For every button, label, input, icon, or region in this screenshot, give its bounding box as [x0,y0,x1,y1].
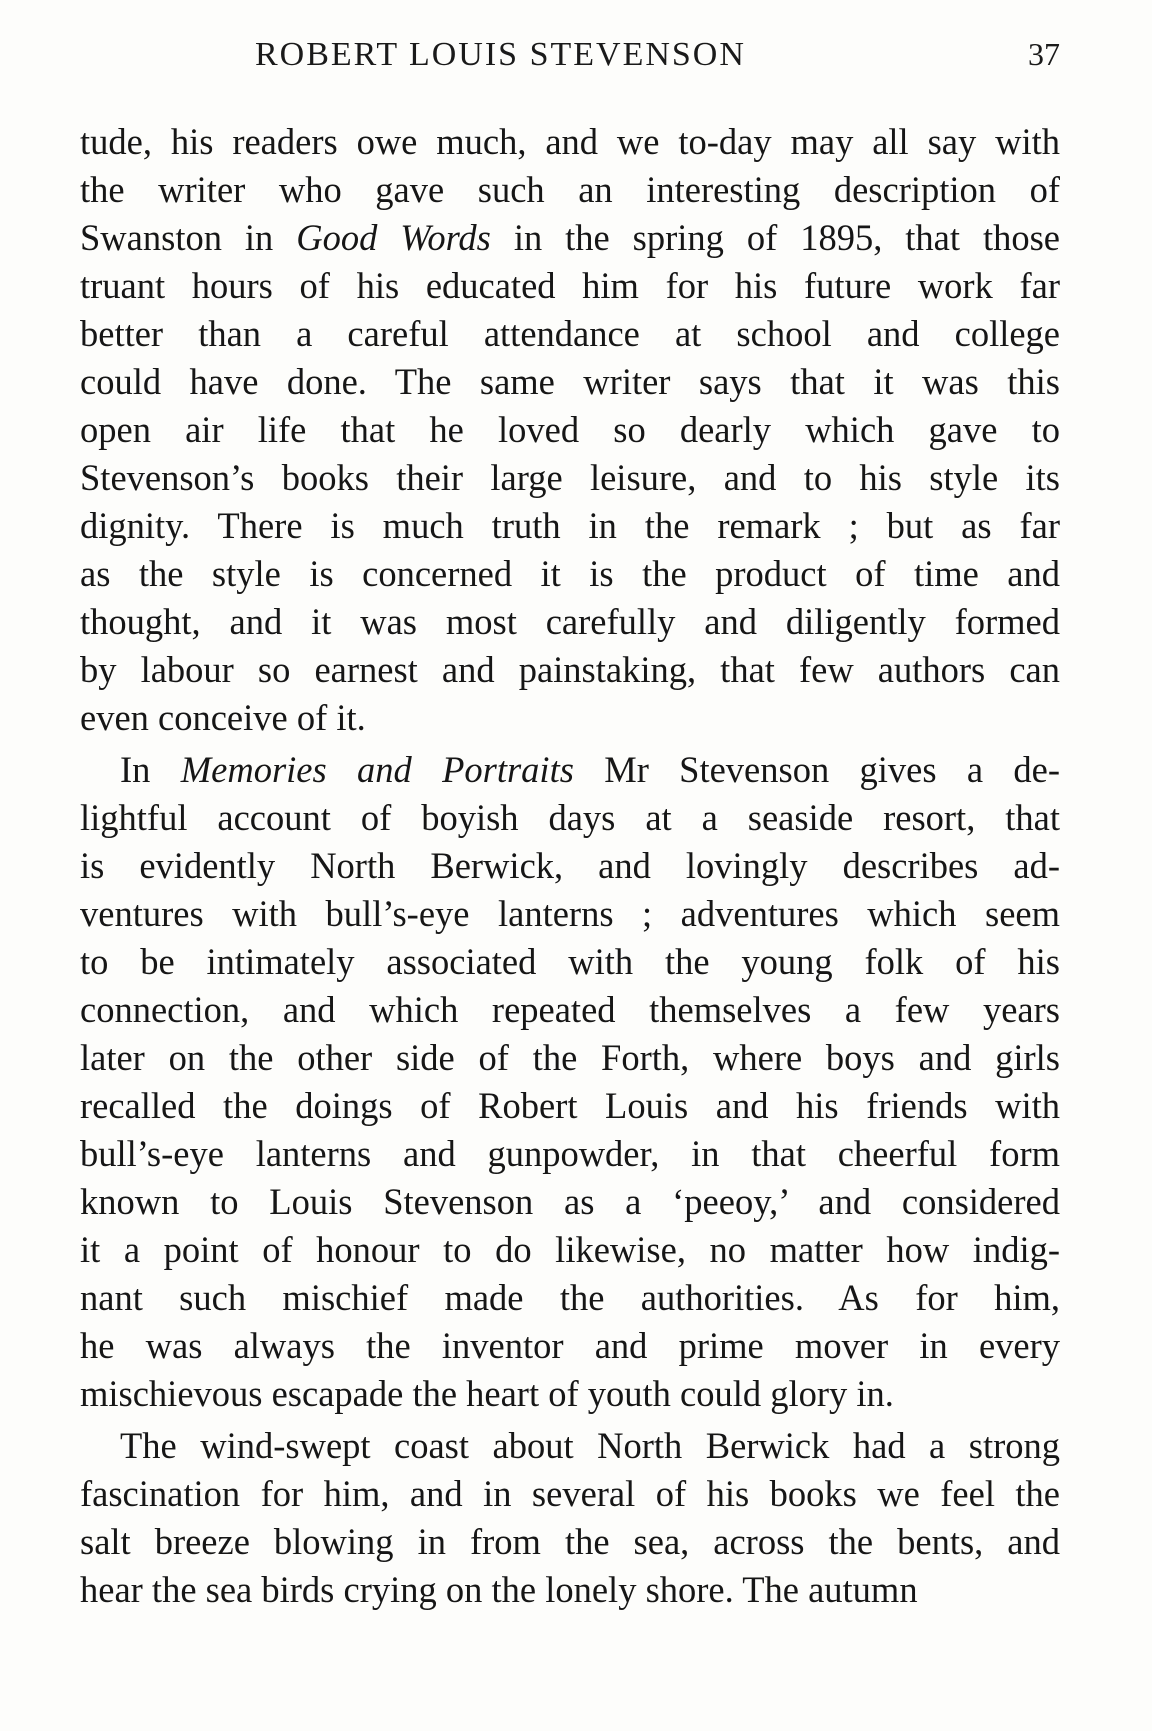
italic-title: Good Words [296,217,491,258]
text-line [80,1518,1060,1566]
running-head [80,36,1060,86]
text-run: recalled the doings of Robert Louis and his friends with [80,1085,1060,1126]
text-run: fascination for him, and in several of his books we feel the [80,1473,1060,1514]
text-run: open air life that he loved so dearly which gave to [80,409,1060,450]
text-line [80,502,1060,550]
text-run: In [120,749,181,790]
text-line [80,1322,1060,1370]
text-line [80,1370,1060,1418]
page-number: 37 [1028,36,1060,72]
text-run: bull’s-eye lanterns and gunpowder, in that cheerful form [80,1133,1060,1174]
paragraph [80,746,1060,1418]
text-line [80,694,1060,742]
text-run: is evidently North Berwick, and lovingly describes ad- [80,845,1060,886]
text-run: the writer who gave such an interesting description of [80,169,1060,210]
text-run: he was always the inventor and prime mover in every [80,1325,1060,1366]
text-run: it a point of honour to do likewise, no matter how indig- [80,1229,1060,1270]
text-run: hear the sea birds crying on the lonely shore. The autumn [80,1569,918,1610]
text-run: Stevenson’s books their large leisure, and to his style its [80,457,1060,498]
text-line [80,646,1060,694]
text-run: ventures with bull’s-eye lanterns ; adventures which seem [80,893,1060,934]
text-line [80,1566,1060,1614]
text-run: as the style is concerned it is the product of time and [80,553,1060,594]
body-text [80,118,1060,1614]
text-line [80,938,1060,986]
text-line [80,746,1060,794]
text-line [80,1178,1060,1226]
text-line [80,1082,1060,1130]
text-run: later on the other side of the Forth, where boys and girls [80,1037,1060,1078]
text-line [80,406,1060,454]
text-run: in the spring of 1895, that those [490,217,1060,258]
running-title: ROBERT LOUIS STEVENSON [255,36,746,73]
text-line [80,1274,1060,1322]
text-run: dignity. There is much truth in the remark ; but as far [80,505,1060,546]
text-line [80,1130,1060,1178]
text-run: nant such mischief made the authorities. As for him, [80,1277,1060,1318]
text-line [80,118,1060,166]
text-run: even conceive of it. [80,697,366,738]
text-line [80,598,1060,646]
text-line [80,1470,1060,1518]
text-line [80,550,1060,598]
text-run: Mr Stevenson gives a de- [573,749,1060,790]
text-line [80,166,1060,214]
text-line [80,1034,1060,1082]
italic-title: Memories and Portraits [180,749,574,790]
text-line [80,794,1060,842]
text-run: could have done. The same writer says that it was this [80,361,1060,402]
paragraph [80,118,1060,742]
text-run: to be intimately associated with the young folk of his [80,941,1060,982]
text-line [80,842,1060,890]
text-run: tude, his readers owe much, and we to-day may all say with [80,121,1060,162]
text-line [80,1226,1060,1274]
text-line [80,262,1060,310]
text-line [80,310,1060,358]
text-run: salt breeze blowing in from the sea, across the bents, and [80,1521,1060,1562]
text-run: lightful account of boyish days at a seaside resort, that [80,797,1060,838]
text-run: mischievous escapade the heart of youth could glory in. [80,1373,894,1414]
text-run: known to Louis Stevenson as a ‘peeoy,’ and considered [80,1181,1060,1222]
text-line [80,454,1060,502]
text-run: by labour so earnest and painstaking, that few authors can [80,649,1060,690]
text-line [80,890,1060,938]
text-run: connection, and which repeated themselves a few years [80,989,1060,1030]
paragraph [80,1422,1060,1614]
text-line [80,358,1060,406]
text-run: The wind-swept coast about North Berwick had a strong [120,1425,1060,1466]
text-line [80,1422,1060,1470]
text-run: thought, and it was most carefully and diligently formed [80,601,1060,642]
text-run: better than a careful attendance at school and college [80,313,1060,354]
text-line [80,214,1060,262]
text-run: Swanston in [80,217,297,258]
text-line [80,986,1060,1034]
text-run: truant hours of his educated him for his future work far [80,265,1060,306]
